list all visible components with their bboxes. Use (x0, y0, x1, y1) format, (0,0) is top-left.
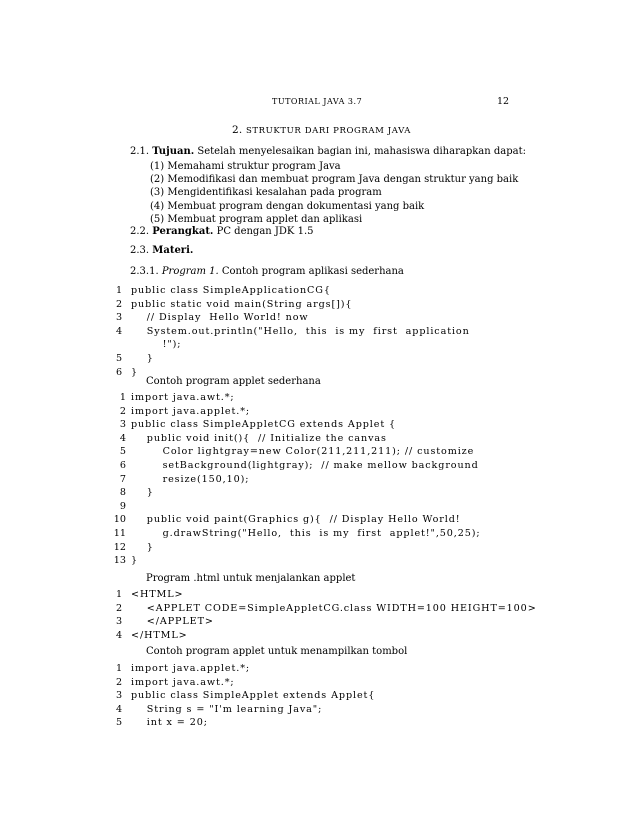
tujuan-item-text: Memodifikasi dan membuat program Java dengan struktur yang baik (167, 174, 519, 186)
section-title-text: STRUKTUR DARI PROGRAM JAVA (245, 126, 411, 136)
tujuan-label: 2.1. (130, 146, 150, 157)
code-line: import java.awt.*; (131, 676, 235, 688)
tujuan-title: Tujuan. (152, 146, 195, 157)
code-line: int x = 20; (131, 717, 208, 729)
code-line: } (131, 353, 154, 364)
code-line: resize(150,10); (131, 473, 250, 485)
line-number: 1 (115, 285, 123, 296)
tujuan-item-number: (4) (150, 200, 168, 212)
code-line: import java.applet.*; (131, 405, 251, 417)
code-line: // Display Hello World! now (131, 312, 309, 324)
caption-applet: Contoh program applet sederhana (146, 376, 321, 387)
code-line: public static void main(String args[]){ (131, 298, 353, 310)
tujuan-item (150, 174, 518, 185)
tujuan-item-number: (2) (150, 174, 168, 186)
tujuan-item-text: Memahami struktur program Java (167, 161, 341, 172)
line-number: 3 (119, 419, 126, 431)
materi-label: 2.3. (130, 245, 150, 256)
line-number: 1 (115, 663, 123, 674)
materi-title: Materi. (152, 245, 194, 256)
code-line: } (131, 366, 139, 378)
code-line: !"); (131, 339, 182, 351)
line-number: 9 (119, 500, 126, 512)
code-line: </HTML> (131, 629, 188, 641)
tujuan-item (150, 161, 341, 172)
line-number: 2 (115, 676, 123, 688)
code-line: } (131, 541, 154, 553)
line-number: 8 (119, 487, 126, 499)
perangkat-heading (130, 226, 314, 237)
code-line: public void paint(Graphics g){ // Display Hello World! (131, 514, 461, 526)
code-line: <APPLET CODE=SimpleAppletCG.class WIDTH=100 HEIGHT=100> (131, 602, 537, 614)
tujuan-item (150, 201, 424, 212)
code-line: } (131, 487, 154, 499)
line-number: 3 (115, 616, 123, 628)
tujuan-item (150, 187, 382, 198)
code-line: String s = "I'm learning Java"; (131, 703, 323, 715)
line-number: 11 (113, 528, 126, 539)
line-number: 3 (115, 690, 123, 702)
line-number: 2 (115, 298, 123, 310)
line-number: 1 (119, 392, 126, 403)
line-number: 3 (115, 312, 123, 324)
tujuan-item-number: (3) (150, 187, 168, 199)
line-number: 4 (115, 325, 123, 337)
line-number: 4 (119, 432, 126, 444)
materi-heading (130, 245, 193, 256)
program1-text: Contoh program aplikasi sederhana (221, 266, 404, 277)
code-line: Color lightgray=new Color(211,211,211); // customize (131, 446, 475, 458)
code-line: System.out.println("Hello, this is my first application (131, 325, 470, 337)
line-number: 12 (113, 541, 126, 553)
code-line: import java.applet.*; (131, 663, 251, 674)
line-number: 5 (115, 717, 123, 729)
code-line: public class SimpleApplicationCG{ (131, 285, 331, 296)
tujuan-item (150, 214, 362, 225)
line-number: 1 (115, 589, 123, 600)
code-line: <HTML> (131, 589, 184, 600)
program1-title: Program 1. (161, 266, 219, 277)
code-line: setBackground(lightgray); // make mellow background (131, 460, 479, 471)
section-title (232, 124, 411, 136)
tujuan-item-text: Mengidentifikasi kesalahan pada program (167, 187, 382, 199)
perangkat-text: PC dengan JDK 1.5 (216, 226, 314, 237)
line-number: 13 (113, 555, 126, 567)
program1-heading (130, 266, 404, 277)
tujuan-item-number: (1) (150, 161, 168, 172)
tujuan-heading (130, 146, 526, 157)
line-number: 4 (115, 703, 123, 715)
tujuan-item-text: Membuat program dengan dokumentasi yang baik (167, 200, 425, 212)
tujuan-item-text: Membuat program applet dan aplikasi (167, 213, 363, 225)
code-line: public void init(){ // Initialize the canvas (131, 432, 387, 444)
program1-label: 2.3.1. (130, 266, 159, 277)
code-line: g.drawString("Hello, this is my first applet!",50,25); (131, 528, 481, 539)
code-line: import java.awt.*; (131, 392, 235, 403)
section-number: 2. (232, 124, 243, 136)
code-line: } (131, 555, 139, 567)
running-header: TUTORIAL JAVA 3.7 (272, 97, 363, 106)
line-number: 7 (119, 473, 126, 485)
code-line: </APPLET> (131, 616, 214, 628)
perangkat-label: 2.2. (130, 226, 150, 237)
tujuan-item-number: (5) (150, 213, 168, 225)
line-number: 5 (115, 353, 123, 364)
caption-button: Contoh program applet untuk menampilkan tombol (146, 646, 408, 657)
code-line: public class SimpleApplet extends Applet{ (131, 690, 376, 702)
line-number: 5 (119, 446, 126, 458)
line-number: 2 (119, 405, 126, 417)
line-number: 10 (113, 514, 126, 526)
page-number: 12 (497, 96, 510, 107)
tujuan-intro: Setelah menyelesaikan bagian ini, mahasiswa diharapkan dapat: (197, 146, 526, 157)
line-number: 6 (115, 366, 123, 378)
line-number: 4 (115, 629, 123, 641)
code-line: public class SimpleAppletCG extends Applet { (131, 419, 397, 431)
line-number: 2 (115, 602, 123, 614)
caption-html: Program .html untuk menjalankan applet (146, 573, 356, 584)
line-number: 6 (119, 460, 126, 471)
perangkat-title: Perangkat. (152, 226, 214, 237)
